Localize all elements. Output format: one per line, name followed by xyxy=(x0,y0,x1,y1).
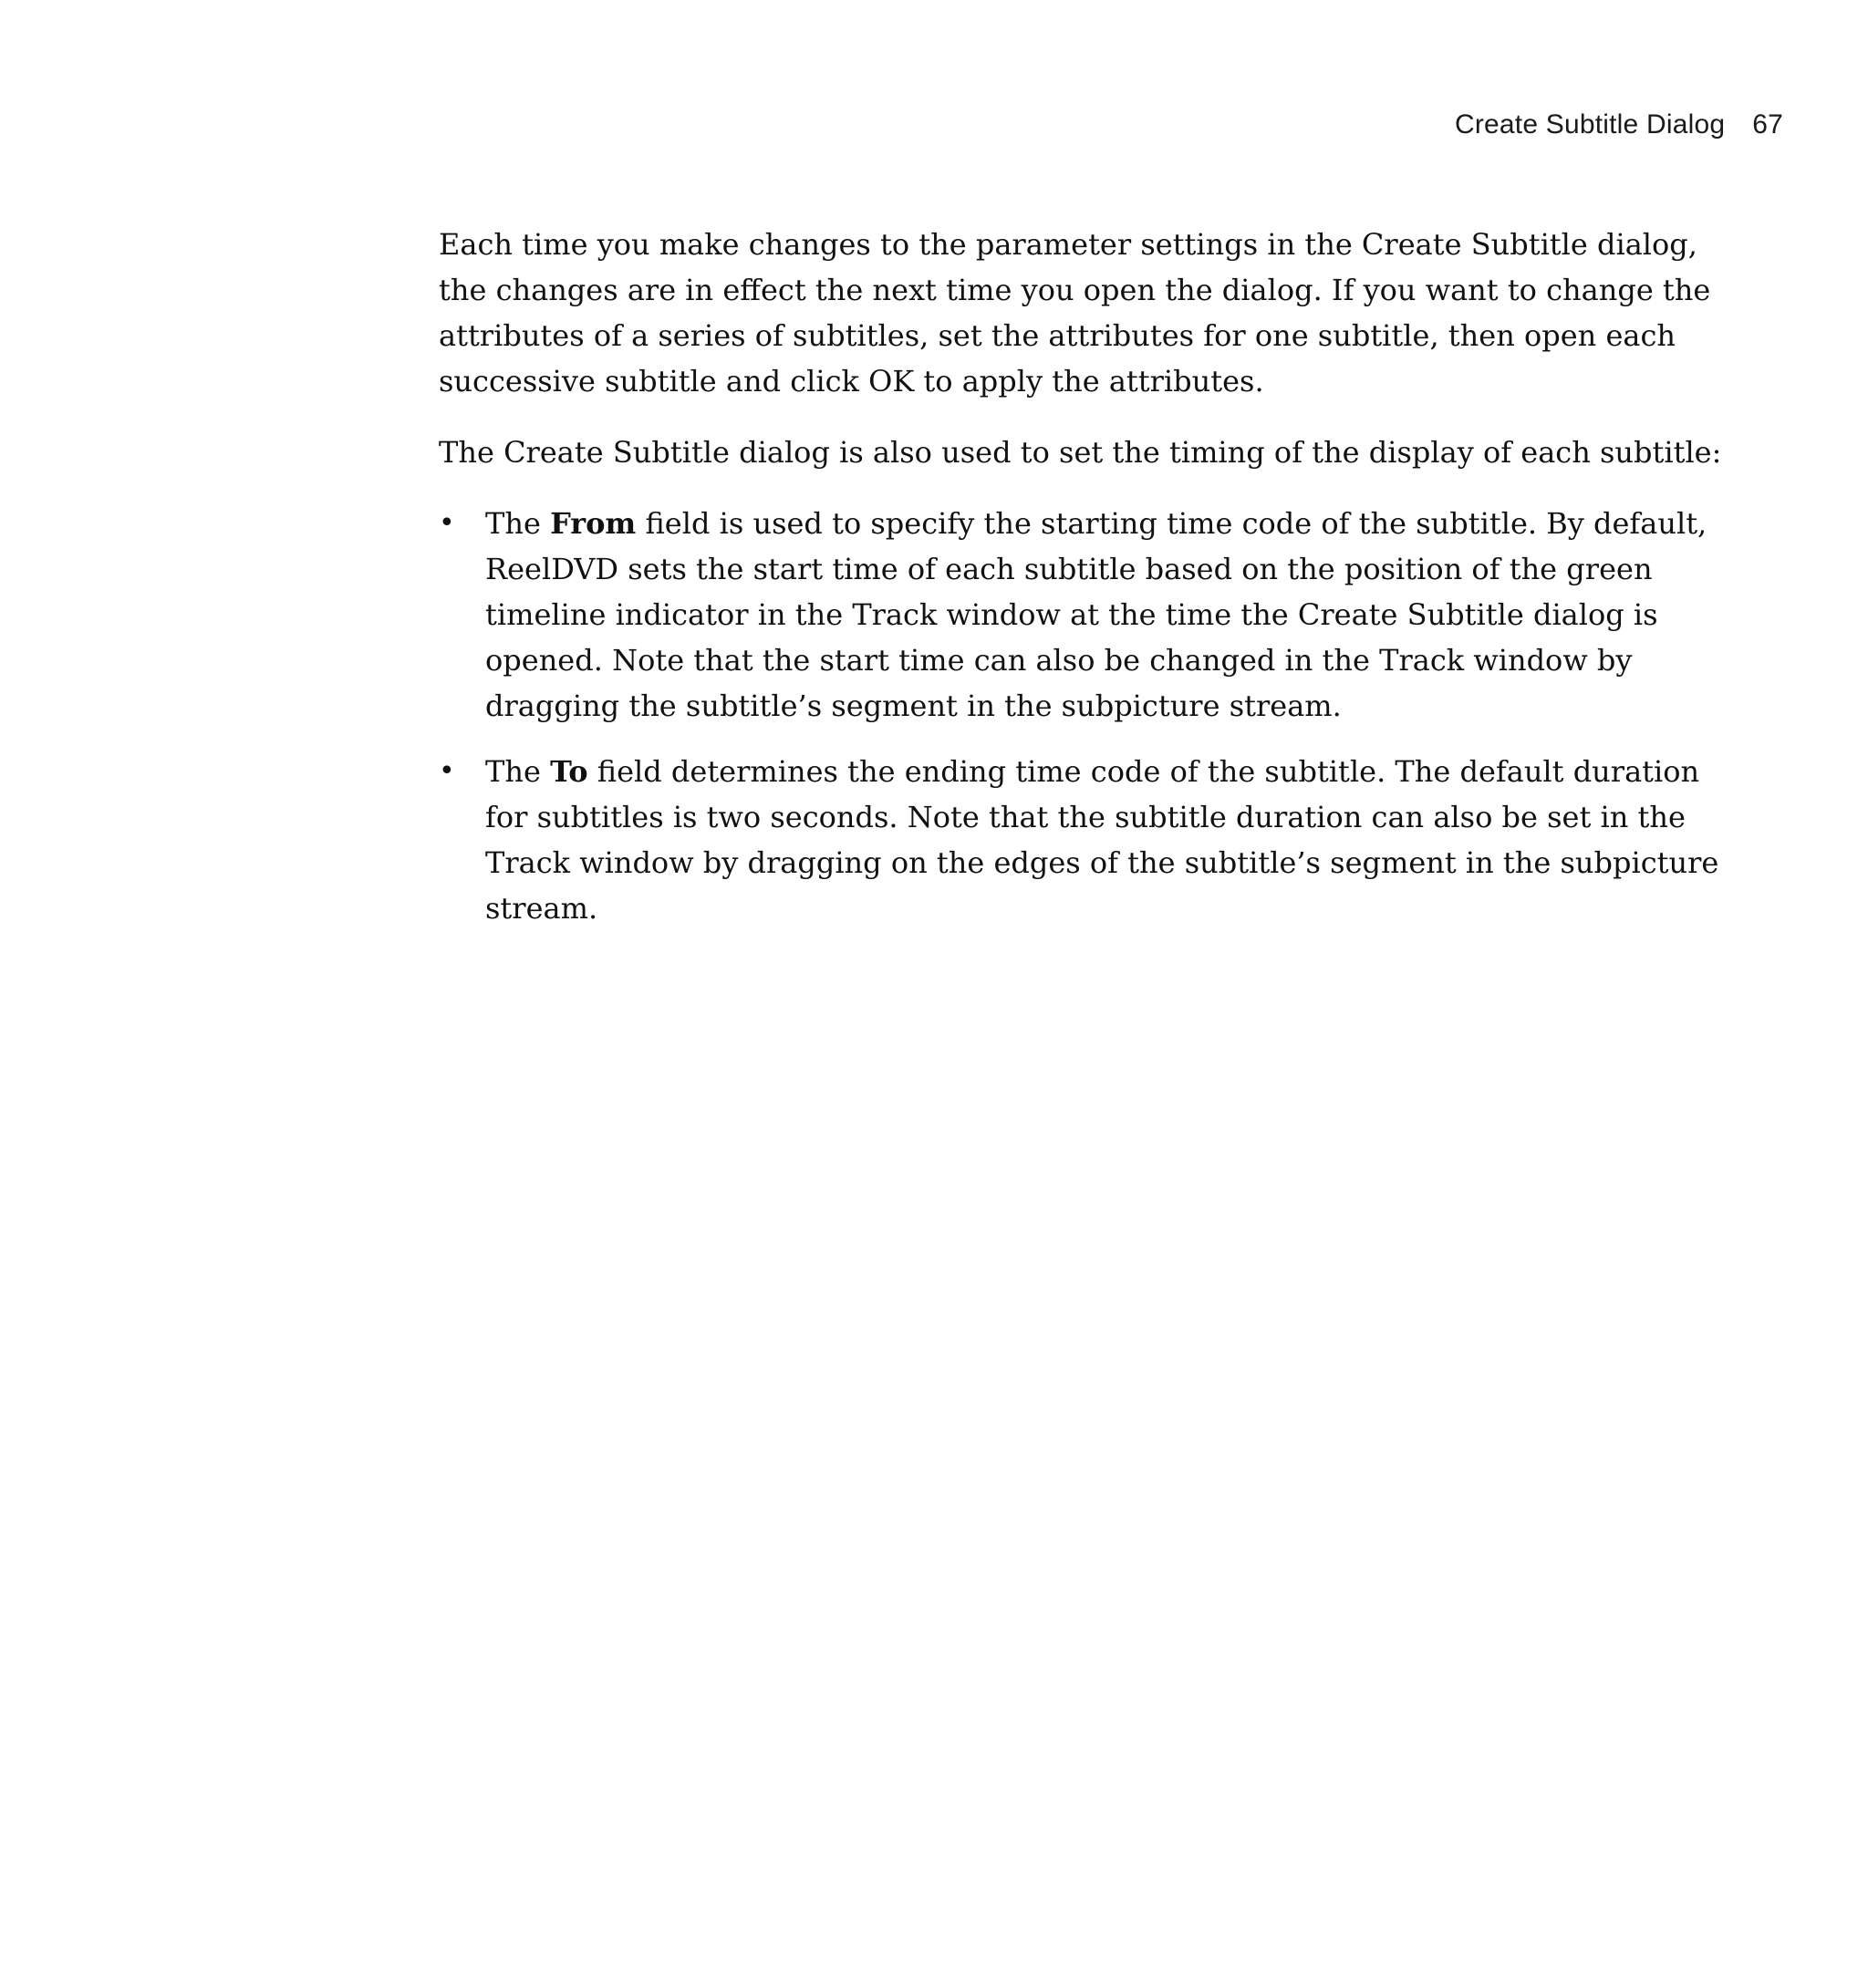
section-title: Create Subtitle Dialog xyxy=(1454,109,1726,140)
list-item-to-field xyxy=(439,749,1734,931)
bullet-icon: • xyxy=(439,755,455,787)
main-content xyxy=(439,222,1734,951)
paragraph-timing-intro: The Create Subtitle dialog is also used to set the timing of the display of each subtitle: xyxy=(439,435,1722,470)
term-from: From xyxy=(550,506,637,541)
bullet-icon: • xyxy=(439,507,455,539)
bullet-lead: The xyxy=(485,754,551,789)
bullet-lead: The xyxy=(485,506,551,541)
paragraph-parameter-settings: Each time you make changes to the parameter settings in the Create Subtitle dialog, the changes are in effect the next time you open the dialog. If you want to change the attributes of a series of subtitles, set the attributes for one subtitle, then open each successive subtitle and click OK to apply the attributes. xyxy=(439,227,1711,399)
term-to: To xyxy=(550,754,588,789)
timing-bullet-list xyxy=(439,501,1734,931)
running-header xyxy=(1455,109,1783,140)
list-item-from-field xyxy=(439,501,1734,729)
bullet-text: field is used to specify the starting time code of the subtitle. By default, ReelDVD sets the start time of each subtitle based on the position of the green timeline indicator in the Track window at the time the Create Subtitle dialog is opened. Note that the start time can also be changed in the Track window by dragging the subtitle’s segment in the subpicture stream. xyxy=(485,506,1707,723)
bullet-text: field determines the ending time code of the subtitle. The default duration for subtitles is two seconds. Note that the subtitle duration can also be set in the Track window by dragging on the edges of the subtitle’s segment in the subpicture stream. xyxy=(485,754,1719,926)
page-number: 67 xyxy=(1752,109,1783,140)
